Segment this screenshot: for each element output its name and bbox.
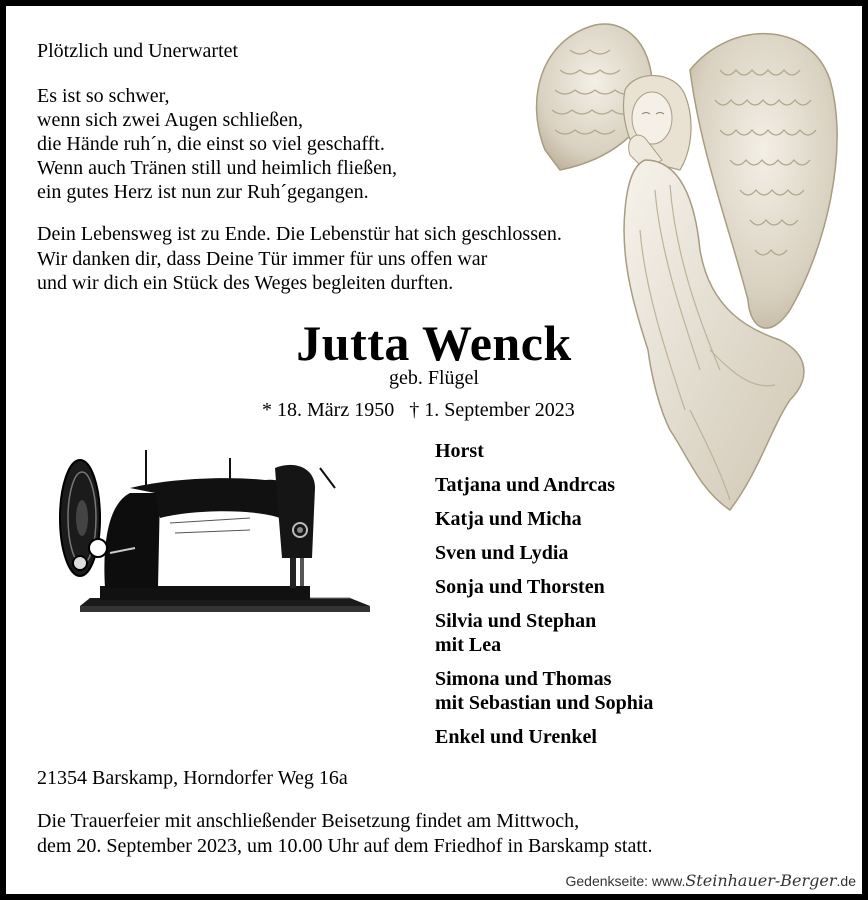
funeral-notice [37, 809, 652, 859]
poem-line: Es ist so schwer, [37, 85, 170, 107]
poem-line: Wenn auch Tränen still und heimlich fließen, [37, 157, 397, 179]
thanks-line: Wir danken dir, dass Deine Tür immer für uns offen war [37, 247, 488, 270]
family-entry: Sven und Lydia [435, 542, 569, 564]
maiden-name: geb. Flügel [389, 367, 479, 389]
address: 21354 Barskamp, Horndorfer Weg 16a [37, 767, 348, 789]
intro-text: Plötzlich und Unerwartet [37, 40, 239, 62]
family-entry: Katja und Micha [435, 508, 582, 530]
family-entry: Enkel und Urenkel [435, 726, 597, 748]
deceased-name: Jutta Wenck [296, 315, 572, 371]
family-entry: Tatjana und Andrcas [435, 474, 616, 496]
poem [37, 84, 397, 204]
footer-brand: Steinhauer-Berger [685, 871, 837, 890]
footer-label: Gedenkseite: www. [565, 873, 686, 889]
memorial-page-link[interactable] [566, 871, 857, 890]
notice-line: Die Trauerfeier mit anschließender Beisetzung findet am Mittwoch, [37, 810, 580, 832]
family-entry: Horst [435, 440, 484, 462]
sewing-machine-image [50, 448, 372, 616]
death-date: † 1. September 2023 [409, 399, 575, 421]
poem-line: die Hände ruh´n, die einst so viel geschafft. [37, 133, 385, 155]
family-entry: mit Lea [435, 634, 502, 656]
birth-date: * 18. März 1950 [262, 399, 395, 421]
family-entry: Silvia und Stephan [435, 610, 597, 632]
thanks-line: Dein Lebensweg ist zu Ende. Die Lebenstür hat sich geschlossen. [37, 223, 562, 245]
family-entry: Sonja und Thorsten [435, 576, 605, 598]
life-dates [262, 399, 575, 422]
notice-line: dem 20. September 2023, um 10.00 Uhr auf dem Friedhof in Barskamp statt. [37, 835, 653, 857]
family-list [435, 439, 653, 749]
family-entry: mit Sebastian und Sophia [435, 692, 654, 714]
family-entry: Simona und Thomas [435, 668, 612, 690]
poem-line: wenn sich zwei Augen schließen, [37, 109, 304, 131]
thanks-line: und wir dich ein Stück des Weges begleiten durften. [37, 272, 454, 294]
thanks-text [37, 222, 562, 296]
footer-tld: .de [836, 873, 856, 889]
poem-line: ein gutes Herz ist nun zur Ruh´gegangen. [37, 181, 369, 203]
